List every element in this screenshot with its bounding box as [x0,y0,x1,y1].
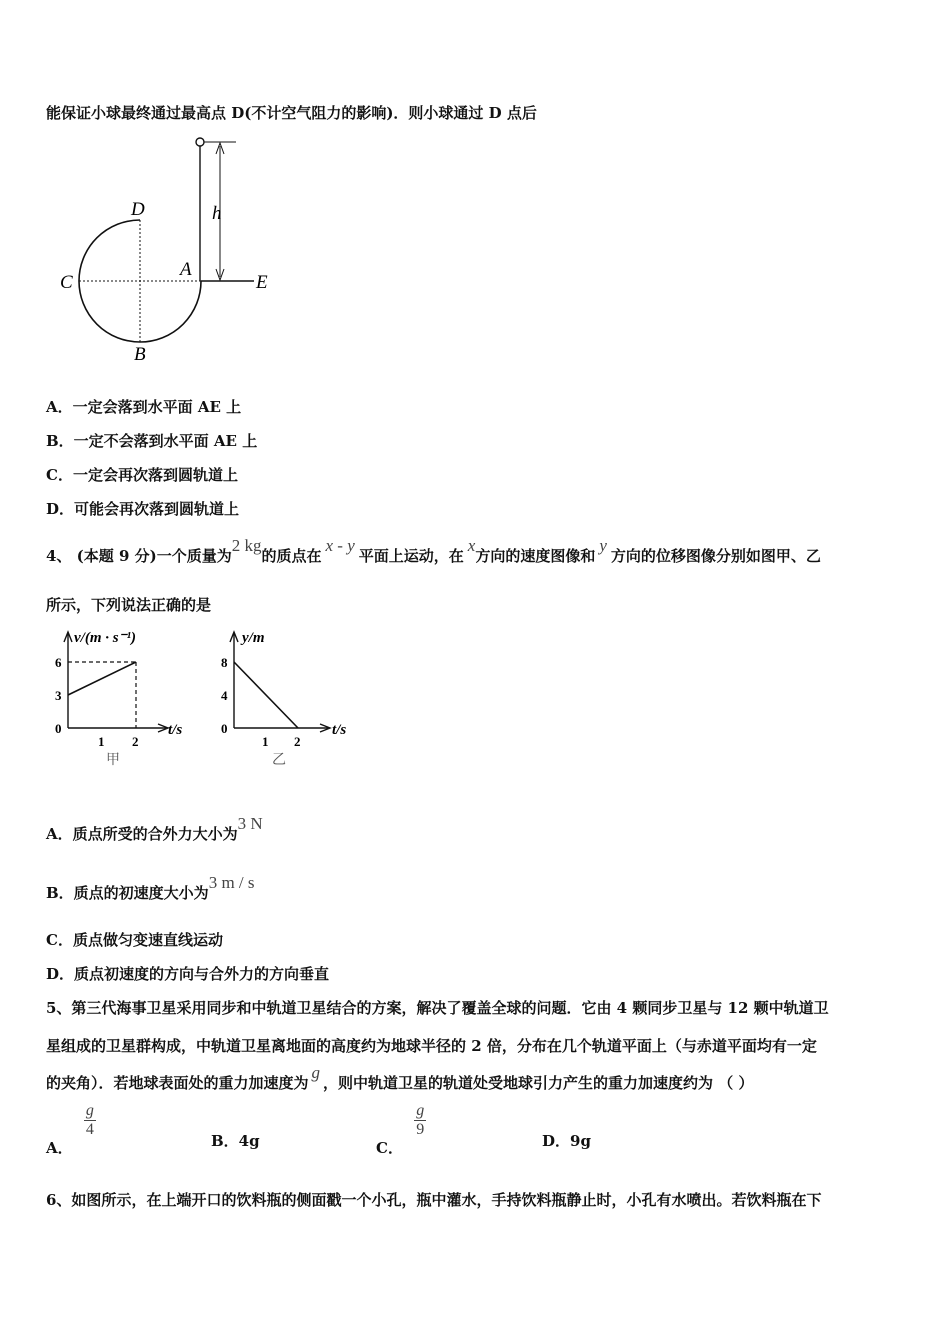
q5-option-c-den: 9 [416,1121,425,1138]
graph-yi [216,624,366,774]
q5-option-c-num: g [416,1102,425,1119]
label-h: h [212,203,222,224]
q5-option-a-label: A． [46,1138,73,1157]
q3-option-c: C．一定会再次落到圆轨道上 [46,466,238,484]
label-A: A [180,259,192,280]
q3-option-d: D．可能会再次落到圆轨道上 [46,500,240,518]
q4-option-d: D．质点初速度的方向与合外力的方向垂直 [46,965,330,983]
q3-option-a: A．一定会落到水平面 AE 上 [46,398,242,416]
q4-option-c: C．质点做匀变速直线运动 [46,931,223,949]
jia-xtick-1: 1 [98,734,105,749]
q5-g: g [311,1063,321,1082]
q5-line2: 星组成的卫星群构成，中轨道卫星离地面的高度约为地球半径的 2 倍，分布在几个轨道平面上（与赤道平面均有一定 [46,1037,817,1055]
graph-jia [48,624,198,774]
q4-mass: 2 kg [231,536,262,555]
q4-option-b-text: B．质点的初速度大小为 [46,884,209,902]
q5-line1: 5、第三代海事卫星采用同步和中轨道卫星结合的方案，解决了覆盖全球的问题．它由 4 颗同步卫星与 12 颗中轨道卫 [46,999,829,1017]
yi-displacement-line [234,662,298,728]
intro-line: 能保证小球最终通过最高点 D(不计空气阻力的影响)．则小球通过 D 点后 [46,104,537,122]
label-E: E [256,272,268,293]
q5-option-b: B．4g [211,1132,260,1150]
yi-ytick-4: 4 [221,688,228,703]
q5-option-a-den: 4 [85,1121,94,1138]
yi-xtick-1: 1 [262,734,269,749]
q4-option-b [46,873,255,903]
jia-velocity-line [68,662,136,695]
q4-prefix: 4、 (本题 9 分)一个质量为 [46,547,232,565]
q4-option-a [46,814,263,844]
q5-line3-b: ，则中轨道卫星的轨道处受地球引力产生的重力加速度约为 （ ） [323,1074,754,1092]
q5-option-a [46,1102,96,1157]
q5-option-c-label: C． [376,1138,403,1157]
q4-stem-line2: 所示，下列说法正确的是 [46,596,212,614]
q4-stem-line1 [46,536,821,566]
yi-ylabel: y/m [242,630,265,646]
q3-option-b: B．一定不会落到水平面 AE 上 [46,432,258,450]
q4-x: x [467,536,476,555]
q4-option-b-value: 3 m / s [208,873,255,892]
jia-xtick-2: 2 [132,734,139,749]
yi-caption: 乙 [272,753,286,768]
yi-ytick-0: 0 [221,721,228,736]
yi-ytick-8: 8 [221,655,228,670]
q5-line3-a: 的夹角）．若地球表面处的重力加速度为 [46,1074,309,1092]
q5-option-a-fraction [84,1102,96,1139]
label-C: C [60,272,73,293]
q4-y: y [599,536,607,555]
jia-ytick-3: 3 [55,688,62,703]
q6-line1: 6、如图所示，在上端开口的饮料瓶的侧面戳一个小孔，瓶中灌水，手持饮料瓶静止时，小孔有水喷出。若饮料瓶在下 [46,1191,822,1209]
ball-start [196,138,204,146]
yi-xlabel: t/s [332,722,347,738]
q4-option-a-text: A．质点所受的合外力大小为 [46,825,238,843]
q4-text5: 方向的位移图像分别如图甲、乙 [610,547,821,565]
label-D: D [131,199,145,220]
q4-text4: 方向的速度图像和 [475,547,596,565]
q5-option-c [376,1102,426,1157]
circular-track-figure [50,132,290,372]
q4-plane: x - y [325,536,355,555]
yi-xtick-2: 2 [294,734,301,749]
jia-caption: 甲 [106,753,120,768]
q4-text2: 的质点在 [261,547,322,565]
q5-line3 [46,1063,754,1093]
label-B: B [134,344,146,365]
jia-ylabel: v/(m · s⁻¹) [74,630,136,646]
q4-text3: 平面上运动，在 [358,547,464,565]
q5-option-d: D．9g [542,1132,591,1150]
jia-xlabel: t/s [168,722,183,738]
q5-option-c-fraction [414,1102,426,1139]
jia-ytick-6: 6 [55,655,62,670]
q4-option-a-value: 3 N [237,814,263,833]
q5-option-a-num: g [85,1102,94,1119]
jia-ytick-0: 0 [55,721,62,736]
